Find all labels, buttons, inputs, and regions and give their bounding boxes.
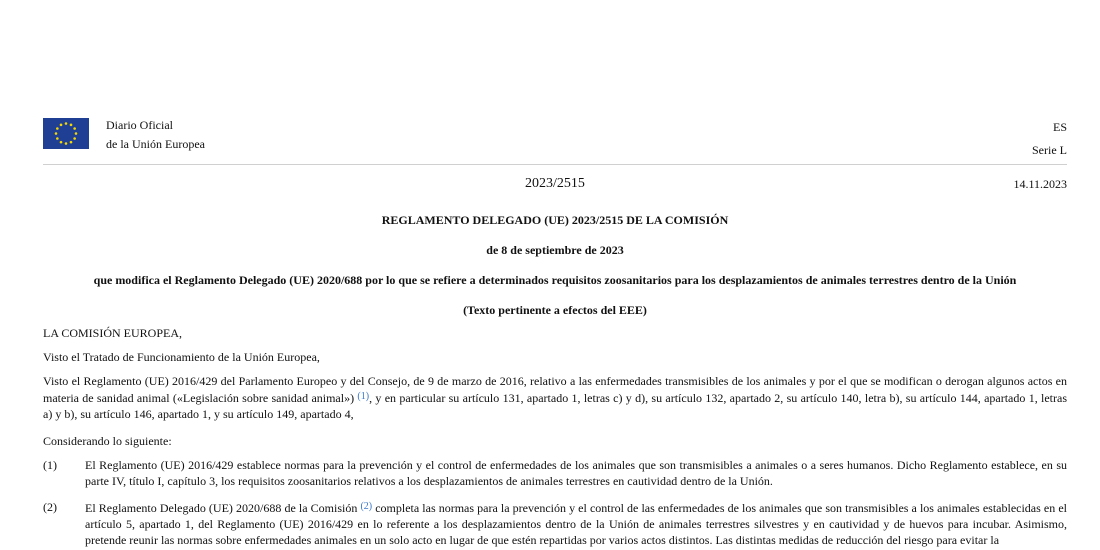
footnote-link-1[interactable]: (1) [357, 391, 370, 402]
eu-flag-icon [43, 118, 89, 149]
recital-text: El Reglamento (UE) 2016/429 establece normas para la prevención y el control de enfermedades de los animales que son transmisibles a animales o a seres humanos. Dicho Reglamento establece, en su parte IV, título I, capítulo 3, los requisitos zoosanitarios relativos a los desplazamientos de animales terrestres en cautividad dentro de la Unión. [85, 458, 1067, 488]
recital-text [85, 499, 1067, 548]
publication-date: 14.11.2023 [1013, 177, 1067, 191]
flag-star [73, 137, 76, 140]
regulation-subject: que modifica el Reglamento Delegado (UE) 2020/688 por lo que se refiere a determinados requisitos zoosanitarios para los desplazamientos de animales terrestres dentro de la Unión [93, 273, 1017, 287]
institution-line: LA COMISIÓN EUROPEA, [43, 326, 183, 340]
journal-header [43, 116, 1067, 156]
footnote-link-2[interactable]: (2) [360, 501, 373, 512]
flag-star [65, 142, 68, 145]
recital-text-b: completa las normas para la prevención y el control de las enfermedades de los animales que son transmisibles a los animales establecidas en el artículo 5, apartado 1, del Reglamento (UE) 2016/429 en lo referente a los desplazamientos dentro de la Unión de animales terrestres silvestres y en cautividad y de huevos para incubar. Asimismo, pretende reunir las normas sobre enfermedades animales en un solo acto en lugar de que estén repartidas por varios actos distintos. Las distintas medidas de reducción del riesgo para evitar la [85, 501, 1067, 547]
regulation-title: REGLAMENTO DELEGADO (UE) 2023/2515 DE LA COMISIÓN [381, 213, 729, 227]
flag-star [70, 124, 73, 127]
journal-name-line2: de la Unión Europea [106, 137, 205, 151]
flag-star [56, 137, 59, 140]
recital-number: (1) [43, 458, 57, 472]
flag-star [56, 127, 59, 130]
regulation-citation-text-a: Visto el Reglamento (UE) 2016/429 del Parlamento Europeo y del Consejo, de 9 de marzo de 2016, relativo a las enfermedades transmisibles de los animales y por el que se modifican o derogan algunos actos en materia de sanidad animal («Legislación sobre sanidad animal») [43, 374, 1067, 405]
language-series-block [1032, 116, 1067, 162]
header-divider [43, 164, 1067, 165]
recital-number: (2) [43, 500, 57, 514]
recital-2 [43, 499, 1067, 548]
adoption-date: de 8 de septiembre de 2023 [486, 243, 624, 257]
series-label: Serie L [1032, 143, 1067, 157]
language-code: ES [1052, 120, 1067, 134]
treaty-citation: Visto el Tratado de Funcionamiento de la Unión Europea, [43, 350, 320, 364]
regulation-citation [43, 373, 1067, 422]
flag-star [60, 124, 63, 127]
document-number: 2023/2515 [525, 176, 585, 191]
flag-star [60, 141, 63, 144]
recital-1 [43, 457, 1067, 489]
eea-relevance-note: (Texto pertinente a efectos del EEE) [463, 303, 647, 317]
flag-star [55, 132, 58, 135]
flag-star [73, 127, 76, 130]
recital-text-a: El Reglamento Delegado (UE) 2020/688 de la Comisión [85, 501, 361, 515]
flag-star [70, 141, 73, 144]
flag-star [75, 132, 78, 135]
regulation-citation-text-b: , y en particular su artículo 131, apartado 1, letras c) y d), su artículo 132, apartado 2, su artículo 140, letra b), su artículo 144, apartado 1, letras a) y b), su artículo 146, apartado 1, y su artículo 149, apartado 4, [43, 391, 1067, 421]
flag-star [65, 122, 68, 125]
journal-name-line1: Diario Oficial [106, 118, 173, 132]
journal-name [106, 116, 205, 154]
considering-line: Considerando lo siguiente: [43, 434, 172, 448]
